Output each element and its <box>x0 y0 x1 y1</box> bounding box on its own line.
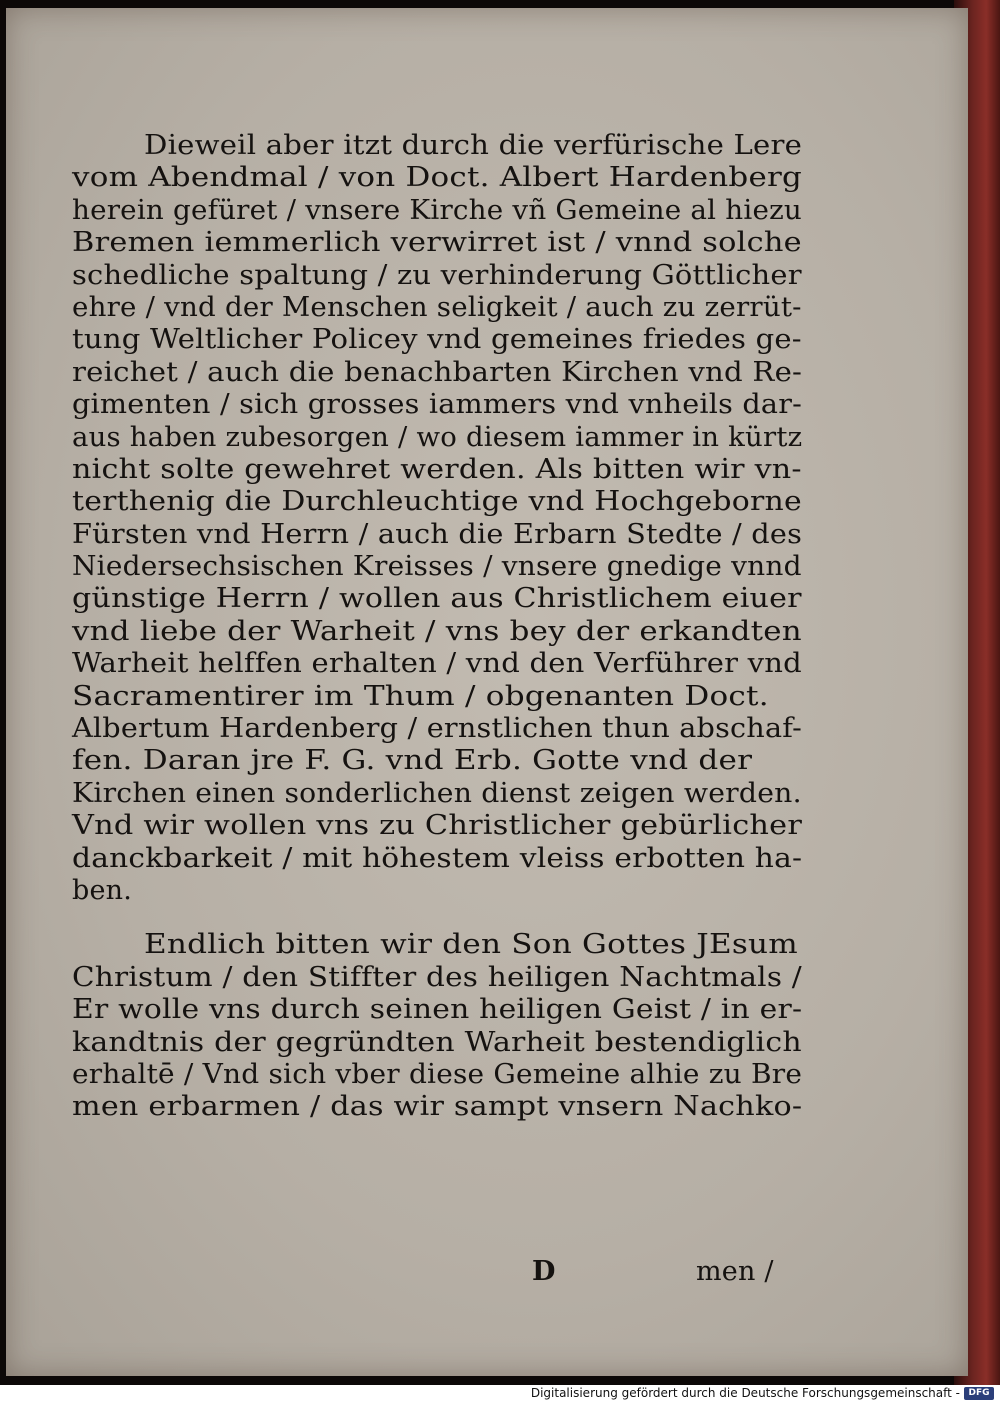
text-line: reichet / auch die benachbarten Kirchen vnd Re- <box>72 356 803 388</box>
paragraph-1 <box>72 130 802 907</box>
text-line: men erbarmen / das wir sampt vnsern Nachko- <box>72 1091 803 1123</box>
text-line: nicht solte gewehret werden. Als bitten wir vn- <box>72 453 802 485</box>
text-line: Kirchen einen sonderlichen dienst zeigen werden. <box>72 777 802 809</box>
text-line: kandtnis der gegründten Warheit bestendiglich <box>72 1026 802 1058</box>
catchword: men / <box>696 1256 774 1287</box>
text-line: ehre / vnd der Menschen seligkeit / auch zu zerrüt- <box>72 291 802 323</box>
text-line: Vnd wir wollen vns zu Christlicher gebürlicher <box>72 810 803 842</box>
text-line: Bremen iemmerlich verwirret ist / vnnd solche <box>72 227 802 259</box>
text-line: Warheit helffen erhalten / vnd den Verführer vnd <box>72 648 802 680</box>
text-line: günstige Herrn / wollen aus Christlichem eiuer <box>72 583 802 615</box>
text-line: erhaltē / Vnd sich vber diese Gemeine alhie zu Bre <box>72 1058 803 1090</box>
dfg-logo: DFG <box>964 1387 994 1400</box>
catchword-line <box>72 1256 802 1290</box>
text-line: Albertum Hardenberg / ernstlichen thun abschaf- <box>72 713 802 745</box>
text-line: aus haben zubesorgen / wo diesem iammer in kürtz <box>72 421 803 453</box>
text-line: vnd liebe der Warheit / vns bey der erkandten <box>72 615 802 647</box>
text-line: Er wolle vns durch seinen heiligen Geist / in er- <box>72 994 803 1026</box>
text-line: Sacramentirer im Thum / obgenanten Doct. <box>72 680 769 712</box>
footer-bar <box>0 1385 1000 1403</box>
text-line: schedliche spaltung / zu verhinderung Göttlicher <box>72 259 802 291</box>
text-line: tung Weltlicher Policey vnd gemeines friedes ge- <box>72 324 802 356</box>
book-page <box>6 8 968 1376</box>
text-line: Christum / den Stiffter des heiligen Nachtmals / <box>72 961 802 993</box>
text-line: danckbarkeit / mit höhestem vleiss erbotten ha- <box>72 842 803 874</box>
footer-credit: Digitalisierung gefördert durch die Deutsche Forschungsgemeinschaft - <box>530 1386 960 1400</box>
signature-mark: D <box>532 1256 556 1287</box>
text-line: Dieweil aber itzt durch die verfürische Lere <box>144 130 803 161</box>
text-line: fen. Daran jre F. G. vnd Erb. Gotte vnd der <box>72 745 753 777</box>
text-line: Fürsten vnd Herrn / auch die Erbarn Stedte / des <box>72 518 803 550</box>
text-line: terthenig die Durchleuchtige vnd Hochgeborne <box>72 486 802 518</box>
text-line: herein gefüret / vnsere Kirche vñ Gemeine al hiezu <box>72 194 802 226</box>
paragraph-gap <box>72 907 802 929</box>
text-line: vom Abendmal / von Doct. Albert Hardenberg <box>72 162 803 194</box>
text-line: Niedersechsischen Kreisses / vnsere gnedige vnnd <box>72 551 802 583</box>
paragraph-2 <box>72 929 802 1123</box>
page-text <box>72 130 803 1287</box>
text-line: Endlich bitten wir den Son Gottes JEsum <box>144 929 798 961</box>
text-line: gimenten / sich grosses iammers vnd vnheils dar- <box>72 389 803 421</box>
text-line: ben. <box>72 874 133 906</box>
